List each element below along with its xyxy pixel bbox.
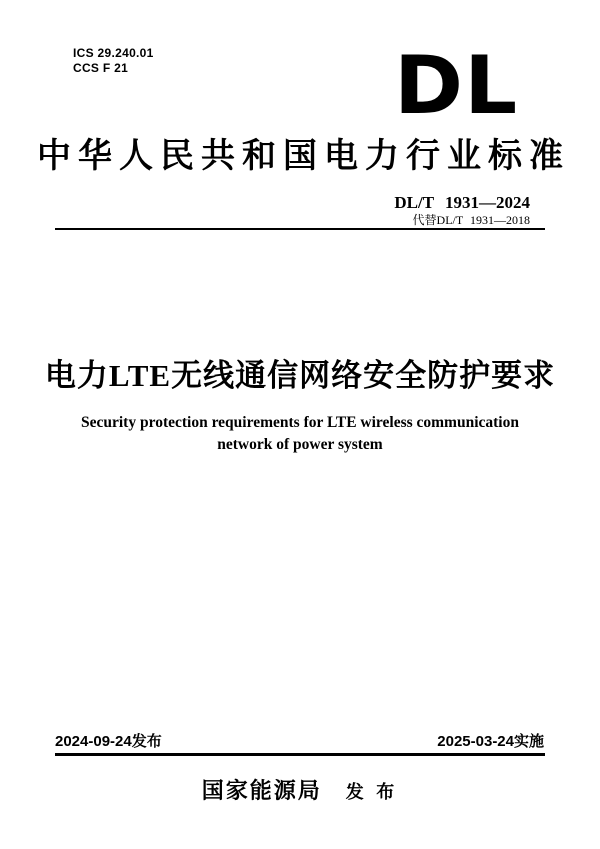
classification-codes bbox=[73, 46, 154, 76]
document-title-zh: 电力LTE无线通信网络安全防护要求 bbox=[44, 358, 556, 393]
issue-date: 2024-09-24发布 bbox=[55, 733, 162, 750]
publisher-name: 国家能源局 bbox=[201, 778, 322, 803]
dl-logo: DL bbox=[394, 39, 519, 132]
standard-number: DL/T 1931—2024 bbox=[394, 193, 530, 212]
implement-date: 2025-03-24实施 bbox=[437, 733, 544, 750]
document-title-en bbox=[0, 412, 600, 456]
footer-rule bbox=[55, 753, 545, 756]
publish-label: 发 布 bbox=[345, 782, 399, 802]
ccs-code: CCS F 21 bbox=[73, 61, 129, 75]
document-title-en-line2: network of power system bbox=[217, 436, 383, 453]
header-rule bbox=[55, 228, 545, 230]
standard-number-block bbox=[394, 194, 530, 227]
replaced-standard-note: 代替DL/T 1931—2018 bbox=[412, 213, 530, 227]
dates-row bbox=[55, 733, 544, 751]
publisher-row bbox=[0, 774, 600, 805]
standard-category-title: 中华人民共和国电力行业标准 bbox=[37, 138, 570, 175]
document-title-en-line1: Security protection requirements for LTE wireless communication bbox=[81, 414, 519, 431]
ics-code: ICS 29.240.01 bbox=[73, 46, 154, 60]
